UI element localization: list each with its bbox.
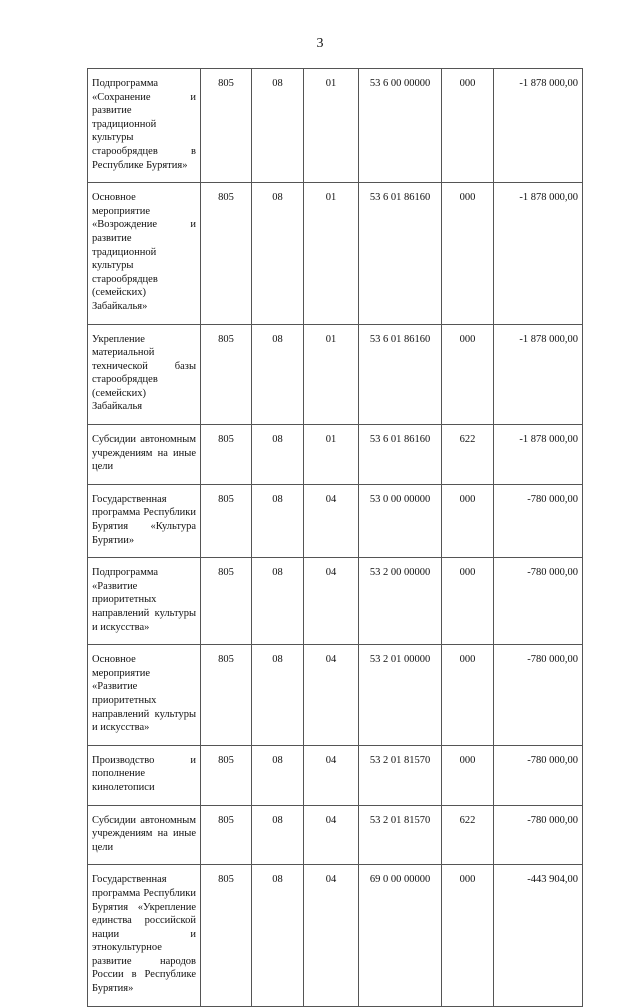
table-row	[88, 645, 583, 746]
row-name: Государственная программа Республики Бурятия «Укрепление единства российской нации и этнокультурное развитие народов России в Республике Бурятия»	[88, 865, 201, 1006]
cell-expense-type: 000	[442, 183, 494, 324]
row-name: Субсидии автономным учреждениям на иные цели	[88, 425, 201, 485]
cell-subsection: 04	[304, 558, 359, 645]
cell-subsection: 01	[304, 183, 359, 324]
cell-subsection: 04	[304, 805, 359, 865]
row-name: Государственная программа Республики Бурятия «Культура Бурятии»	[88, 484, 201, 557]
cell-section: 08	[252, 183, 304, 324]
table-row	[88, 865, 583, 1006]
table-row	[88, 745, 583, 805]
cell-subsection: 04	[304, 484, 359, 557]
cell-amount: -1 878 000,00	[494, 183, 583, 324]
cell-amount: -780 000,00	[494, 805, 583, 865]
cell-subsection: 01	[304, 69, 359, 183]
cell-amount: -780 000,00	[494, 484, 583, 557]
row-name: Производство и пополнение кинолетописи	[88, 745, 201, 805]
cell-amount: -780 000,00	[494, 645, 583, 746]
cell-target-code: 53 0 00 00000	[359, 484, 442, 557]
row-name: Укрепление материальной технической базы старообрядцев (семейских) Забайкалья	[88, 324, 201, 425]
cell-expense-type: 622	[442, 425, 494, 485]
cell-section: 08	[252, 645, 304, 746]
table-row	[88, 324, 583, 425]
cell-expense-type: 000	[442, 484, 494, 557]
cell-subsection: 01	[304, 425, 359, 485]
row-name: Основное мероприятие «Возрождение и развитие традиционной культуры старообрядцев (семейских) Забайкалья»	[88, 183, 201, 324]
cell-amount: -1 878 000,00	[494, 69, 583, 183]
cell-amount: -1 878 000,00	[494, 425, 583, 485]
cell-section: 08	[252, 484, 304, 557]
cell-amount: -780 000,00	[494, 558, 583, 645]
cell-target-code: 69 0 00 00000	[359, 865, 442, 1006]
cell-expense-type: 000	[442, 745, 494, 805]
cell-expense-type: 000	[442, 645, 494, 746]
cell-target-code: 53 2 01 81570	[359, 745, 442, 805]
table-row	[88, 425, 583, 485]
cell-grbs: 805	[201, 324, 252, 425]
cell-subsection: 01	[304, 324, 359, 425]
cell-expense-type: 000	[442, 69, 494, 183]
cell-target-code: 53 2 01 00000	[359, 645, 442, 746]
cell-grbs: 805	[201, 69, 252, 183]
cell-subsection: 04	[304, 645, 359, 746]
cell-section: 08	[252, 745, 304, 805]
cell-grbs: 805	[201, 183, 252, 324]
cell-section: 08	[252, 805, 304, 865]
cell-amount: -780 000,00	[494, 745, 583, 805]
cell-expense-type: 000	[442, 558, 494, 645]
page-number: 3	[316, 36, 324, 51]
cell-section: 08	[252, 558, 304, 645]
cell-expense-type: 000	[442, 324, 494, 425]
table-row	[88, 558, 583, 645]
cell-target-code: 53 6 01 86160	[359, 324, 442, 425]
cell-section: 08	[252, 425, 304, 485]
row-name: Подпрограмма «Сохранение и развитие традиционной культуры старообрядцев в Республике Бурятия»	[88, 69, 201, 183]
cell-target-code: 53 6 01 86160	[359, 183, 442, 324]
cell-subsection: 04	[304, 745, 359, 805]
cell-grbs: 805	[201, 645, 252, 746]
cell-grbs: 805	[201, 484, 252, 557]
cell-grbs: 805	[201, 805, 252, 865]
table-row	[88, 69, 583, 183]
row-name: Субсидии автономным учреждениям на иные цели	[88, 805, 201, 865]
cell-amount: -443 904,00	[494, 865, 583, 1006]
cell-section: 08	[252, 865, 304, 1006]
row-name: Основное мероприятие «Развитие приоритетных направлений культуры и искусства»	[88, 645, 201, 746]
budget-table	[87, 68, 583, 1007]
cell-expense-type: 000	[442, 865, 494, 1006]
cell-expense-type: 622	[442, 805, 494, 865]
cell-section: 08	[252, 324, 304, 425]
cell-grbs: 805	[201, 745, 252, 805]
cell-grbs: 805	[201, 558, 252, 645]
cell-target-code: 53 2 00 00000	[359, 558, 442, 645]
cell-target-code: 53 6 01 86160	[359, 425, 442, 485]
cell-target-code: 53 6 00 00000	[359, 69, 442, 183]
table-row	[88, 805, 583, 865]
row-name: Подпрограмма «Развитие приоритетных направлений культуры и искусства»	[88, 558, 201, 645]
table-row	[88, 484, 583, 557]
cell-section: 08	[252, 69, 304, 183]
cell-amount: -1 878 000,00	[494, 324, 583, 425]
cell-grbs: 805	[201, 425, 252, 485]
table-row	[88, 183, 583, 324]
cell-grbs: 805	[201, 865, 252, 1006]
cell-subsection: 04	[304, 865, 359, 1006]
cell-target-code: 53 2 01 81570	[359, 805, 442, 865]
